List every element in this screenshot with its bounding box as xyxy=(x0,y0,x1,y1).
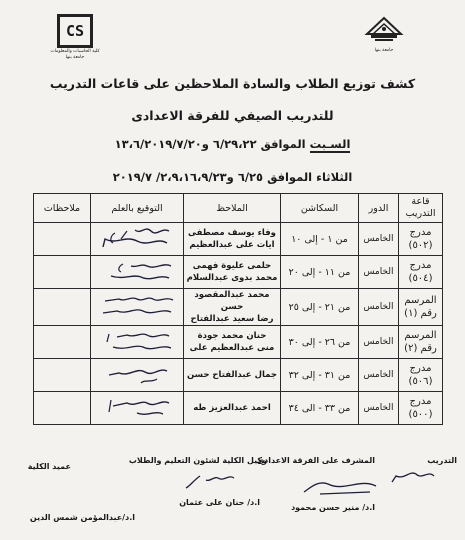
dean-title: عميد الكلية xyxy=(27,462,71,471)
table-row xyxy=(34,359,443,392)
cell-floor: الخامس xyxy=(359,223,399,256)
cell-signature xyxy=(91,392,184,425)
cell-seats: من ٢٦ - إلى ٣٠ xyxy=(281,326,359,359)
cell-hall: مدرج (٥٠٠) xyxy=(399,392,443,425)
cell-floor: الخامس xyxy=(359,359,399,392)
cell-observer xyxy=(184,256,281,289)
table-row xyxy=(34,392,443,425)
supervisor-name: ا.د/ منير حسن محمود xyxy=(291,503,375,512)
header-notes: ملاحظات xyxy=(34,194,91,223)
table-row xyxy=(34,223,443,256)
cell-hall: المرسم رقم (١) xyxy=(399,289,443,326)
observer-name: جمال عبدالفتاح حسن xyxy=(187,370,277,380)
training-label: التدريب xyxy=(427,456,457,465)
header-signature: التوقيع بالعلم xyxy=(91,194,184,223)
university-logo-caption: جامعة بنها xyxy=(374,48,394,53)
date-line-1-dates: الموافق ٦/٢٩،٢٢ و١٣،٦/٢٠١٩/٧/٢٠ xyxy=(114,137,310,151)
supervisor-title: المشرف على الفرقة الاعدادى xyxy=(256,456,375,465)
cell-notes xyxy=(34,392,91,425)
observer-name: حنان محمد جودة xyxy=(197,331,267,341)
cell-seats: من ١ - إلى ١٠ xyxy=(281,223,359,256)
supervisor-signature xyxy=(300,474,380,498)
faculty-logo-caption-2: جامعة بنها xyxy=(65,55,85,60)
table-row xyxy=(34,289,443,326)
observer-name: محمد بدوى عبدالسلام xyxy=(186,273,278,283)
cell-floor: الخامس xyxy=(359,289,399,326)
cell-notes xyxy=(34,326,91,359)
day-saturday: السـبت xyxy=(309,137,351,151)
cell-observer xyxy=(184,289,281,326)
distribution-table xyxy=(33,193,443,425)
cell-signature xyxy=(91,256,184,289)
observer-name: حلمى عليوة فهمى xyxy=(192,261,272,271)
handwritten-signature xyxy=(97,225,177,253)
observer-name: احمد عبدالعزيز طه xyxy=(193,403,271,413)
header-floor: الدور xyxy=(359,194,399,223)
cell-observer xyxy=(184,223,281,256)
training-signature xyxy=(388,468,438,486)
handwritten-signature xyxy=(97,293,177,321)
date-line-2: الثلاثاء الموافق ٦/٢٥ و٢،٩،١٦،٩/٢٣/ ٢٠١٩/٧ xyxy=(112,170,353,184)
cell-observer xyxy=(184,392,281,425)
table-row xyxy=(34,256,443,289)
vice-dean-signature xyxy=(180,470,240,492)
cell-signature xyxy=(91,359,184,392)
cell-seats: من ٣١ - إلى ٣٢ xyxy=(281,359,359,392)
cell-seats: من ٣٣ - الى ٣٤ xyxy=(281,392,359,425)
observer-name: محمد عبدالمقصود حسن xyxy=(194,290,270,312)
table-row xyxy=(34,326,443,359)
faculty-logo-caption: كلية الحاسبات والمعلومات xyxy=(50,49,100,54)
table-header-row xyxy=(34,194,443,223)
cell-observer xyxy=(184,359,281,392)
cell-hall: مدرج (٥٠٦) xyxy=(399,359,443,392)
university-emblem-icon xyxy=(363,12,405,46)
dean-name: ا.د/عبدالمؤمن شمس الدين xyxy=(29,513,135,522)
cell-signature xyxy=(91,289,184,326)
observer-name: منى عبدالعظيم على xyxy=(189,343,275,353)
cell-floor: الخامس xyxy=(359,392,399,425)
university-logo xyxy=(363,12,405,52)
cell-signature xyxy=(91,326,184,359)
observer-name: رضا سعيد عبدالفتاح xyxy=(190,314,274,324)
observer-name: ايات على عبدالعظيم xyxy=(189,240,275,250)
cell-hall: مدرج (٥٠٢) xyxy=(399,223,443,256)
cell-notes xyxy=(34,289,91,326)
cell-seats: من ١١ - إلى ٢٠ xyxy=(281,256,359,289)
observer-name: وفاء يوسف مصطفى xyxy=(188,228,276,238)
cell-hall: مدرج (٥٠٤) xyxy=(399,256,443,289)
cell-seats: من ٢١ - إلى ٢٥ xyxy=(281,289,359,326)
document-title: كشف توزيع الطلاب والسادة الملاحظين على قاعات التدريب xyxy=(49,76,416,91)
handwritten-signature xyxy=(97,328,177,356)
header-hall: قاعة التدريب xyxy=(399,194,443,223)
faculty-logo xyxy=(50,14,100,60)
document-subtitle: للتدريب الصيفي للفرقة الاعدادى xyxy=(131,108,334,123)
cell-floor: الخامس xyxy=(359,326,399,359)
handwritten-signature xyxy=(97,258,177,286)
cell-notes xyxy=(34,256,91,289)
cell-notes xyxy=(34,223,91,256)
handwritten-signature xyxy=(97,394,177,422)
date-line-1 xyxy=(0,137,465,151)
header-seats: السكاشن xyxy=(281,194,359,223)
handwritten-signature xyxy=(97,361,177,389)
header-observer: الملاحظ xyxy=(184,194,281,223)
cell-observer xyxy=(184,326,281,359)
cell-notes xyxy=(34,359,91,392)
vice-dean-name: ا.د/ حنان على عثمان xyxy=(179,498,260,507)
faculty-logo-mark: CS xyxy=(57,14,93,48)
cell-signature xyxy=(91,223,184,256)
vice-dean-title: وكيل الكلية لشئون التعليم والطلاب xyxy=(128,456,267,465)
cell-floor: الخامس xyxy=(359,256,399,289)
cell-hall: المرسم رقم (٢) xyxy=(399,326,443,359)
